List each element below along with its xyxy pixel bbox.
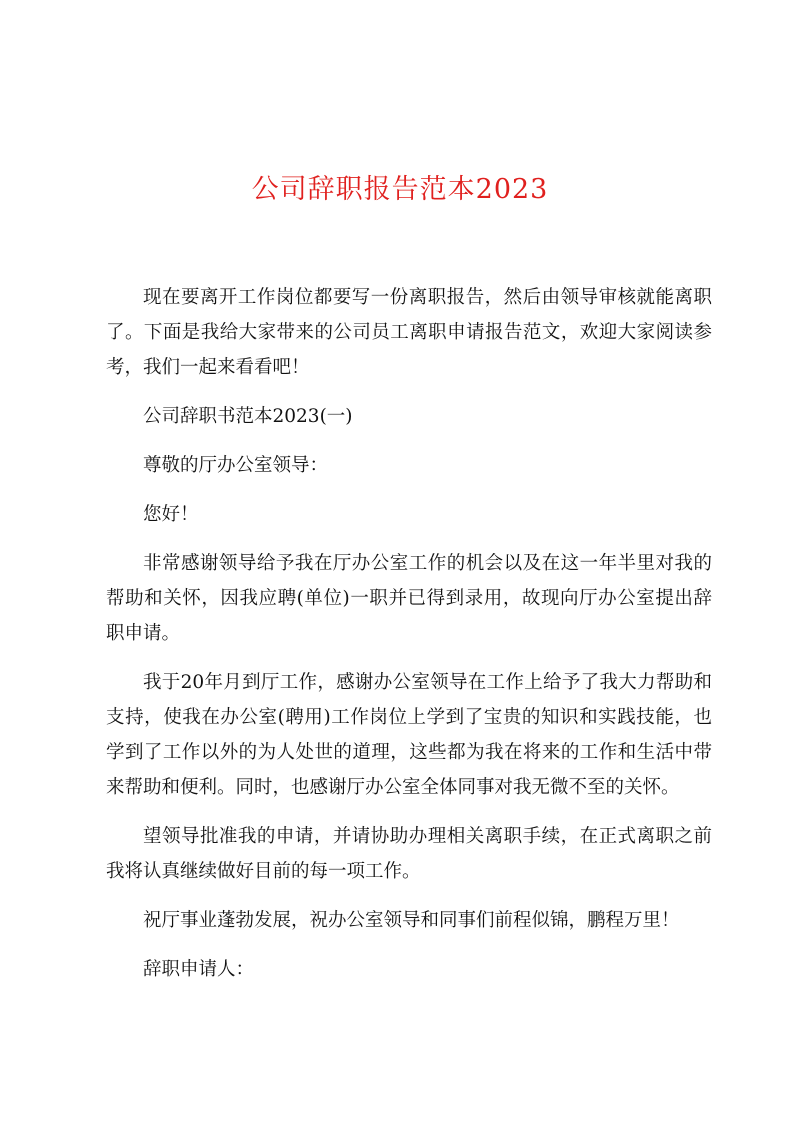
body-paragraph-experience: 我于20年月到厅工作，感谢办公室领导在工作上给予了我大力帮助和支持，使我在办公室(聘用)工作岗位上学到了宝贵的知识和实践技能，也学到了工作以外的为人处世的道理，这些都为我在将来的工作和生活中带来帮助和便利。同时，也感谢厅办公室全体同事对我无微不至的关怀。: [106, 672, 712, 798]
document-title: 公司辞职报告范本2023: [251, 174, 549, 205]
greeting: 您好！: [143, 504, 199, 525]
document-body: [106, 280, 712, 1001]
body-paragraph-thanks: 非常感谢领导给予我在厅办公室工作的机会以及在这一年半里对我的帮助和关怀，因我应聘(单位)一职并已得到录用，故现向厅办公室提出辞职申请。: [106, 553, 712, 644]
section-heading: 公司辞职书范本2023(一): [143, 406, 353, 427]
intro-paragraph: 现在要离开工作岗位都要写一份离职报告，然后由领导审核就能离职了。下面是我给大家带来的公司员工离职申请报告范文，欢迎大家阅读参考，我们一起来看看吧！: [106, 287, 712, 378]
signature-label: 辞职申请人：: [143, 959, 255, 980]
closing-wishes: 祝厅事业蓬勃发展，祝办公室领导和同事们前程似锦，鹏程万里！: [143, 910, 680, 931]
body-paragraph-request: 望领导批准我的申请，并请协助办理相关离职手续，在正式离职之前我将认真继续做好目前的每一项工作。: [106, 826, 712, 882]
salutation: 尊敬的厅办公室领导：: [143, 455, 329, 476]
